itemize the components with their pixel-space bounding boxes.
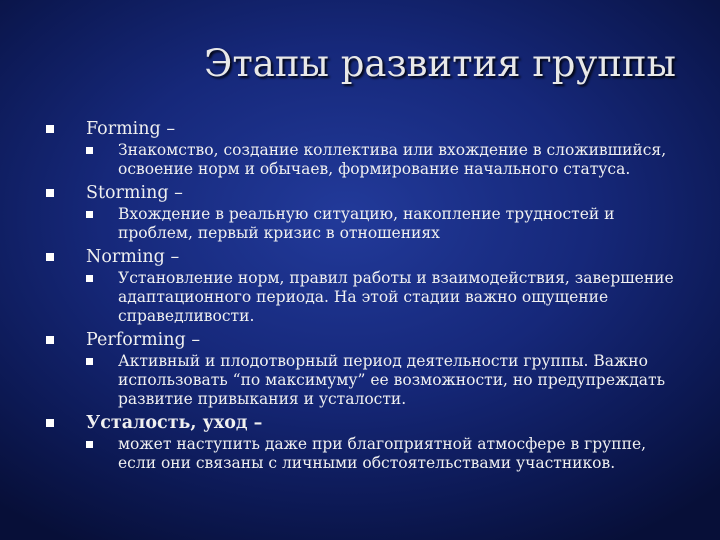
stage-detail-text: Вхождение в реальную ситуацию, накопление трудностей и проблем, первый кризис в отношениях <box>118 205 615 242</box>
square-bullet-icon <box>46 336 54 344</box>
slide-title: Этапы развития группы <box>204 42 676 85</box>
stage-item-storming <box>0 182 720 243</box>
stage-detail-text: может наступить даже при благоприятной атмосфере в группе, если они связаны с личными обстоятельствами участников. <box>118 435 647 472</box>
stage-item-norming <box>0 246 720 326</box>
stage-label: Norming – <box>86 247 180 267</box>
stage-label: Forming – <box>86 119 176 139</box>
stage-detail-text: Знакомство, создание коллектива или вхождение в сложившийся, освоение норм и обычаев, формирование начального статуса. <box>118 141 667 178</box>
stage-label: Performing – <box>86 330 201 350</box>
stage-detail-item <box>0 269 720 326</box>
stage-detail-item <box>0 205 720 243</box>
stage-detail-item <box>0 141 720 179</box>
square-bullet-icon <box>46 253 54 261</box>
stage-detail-item <box>0 435 720 473</box>
stage-label: Усталость, уход – <box>86 413 263 433</box>
stage-detail-item <box>0 352 720 409</box>
square-bullet-icon <box>86 358 93 365</box>
square-bullet-icon <box>46 419 54 427</box>
stage-label: Storming – <box>86 183 183 203</box>
square-bullet-icon <box>86 441 93 448</box>
stage-list <box>0 118 720 476</box>
stage-item-forming <box>0 118 720 179</box>
square-bullet-icon <box>86 275 93 282</box>
stage-item-fatigue <box>0 412 720 473</box>
square-bullet-icon <box>86 211 93 218</box>
stage-item-performing <box>0 329 720 409</box>
square-bullet-icon <box>46 125 54 133</box>
stage-detail-text: Установление норм, правил работы и взаимодействия, завершение адаптационного периода. На этой стадии важно ощущение справедливости. <box>118 269 674 325</box>
square-bullet-icon <box>46 189 54 197</box>
stage-detail-text: Активный и плодотворный период деятельности группы. Важно использовать “по максимуму” ее возможности, но предупреждать развитие привыкания и усталости. <box>118 352 666 408</box>
square-bullet-icon <box>86 147 93 154</box>
